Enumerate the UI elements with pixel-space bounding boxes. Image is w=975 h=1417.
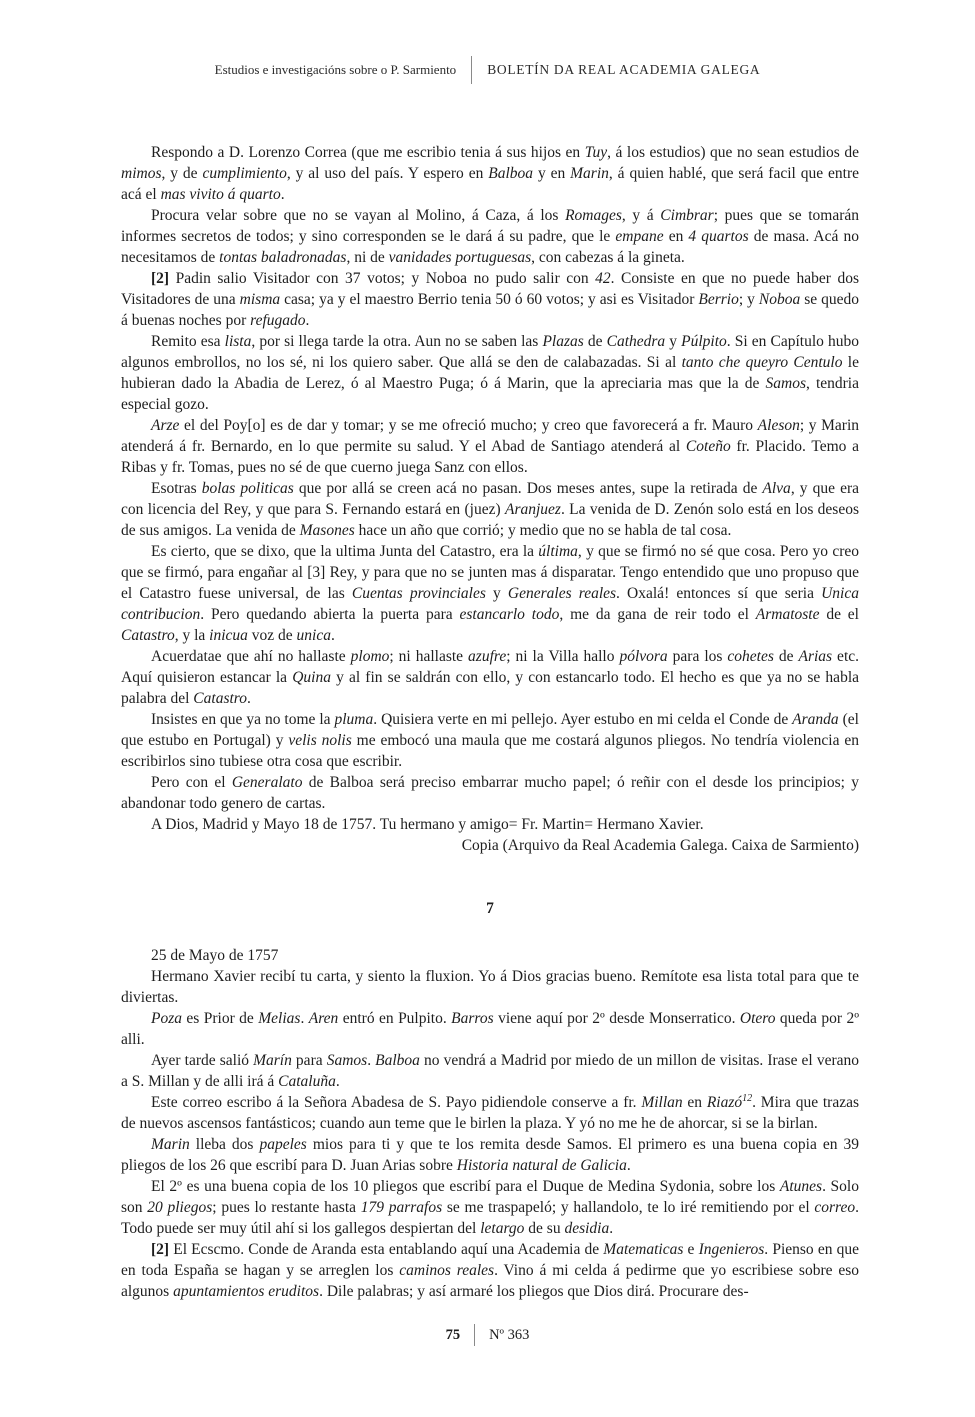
text-segment: Poza [151, 1010, 182, 1027]
text-segment: Masones [299, 522, 355, 539]
text-segment: Pero con el [151, 774, 232, 791]
text-segment: . Oxalá! entonces sí que seria [616, 585, 822, 602]
text-segment: 4 quartos [688, 228, 749, 245]
text-segment: [2] [151, 270, 170, 287]
text-segment: , y que era con licencia del Rey, y que para S. Fernando estará en (juez) [121, 480, 859, 518]
text-segment: de Balboa será preciso embarrar mucho papel; ó reñir con el desde los principios; y abandonar todo genero de cartas. [121, 774, 859, 812]
text-segment: , ni de [346, 249, 389, 266]
text-segment: . Quisiera verte en mi pellejo. Ayer estubo en mi celda el Conde de [373, 711, 793, 728]
text-segment: , á los estudios) que no sean estudios de [607, 144, 859, 161]
text-segment: . Pero quedando abierta la puerta para [200, 606, 460, 623]
text-segment: [2] [151, 1241, 170, 1258]
text-segment: correo [814, 1199, 856, 1216]
text-segment: Melias [258, 1010, 301, 1027]
text-segment: Púlpito [681, 333, 727, 350]
section-number-heading [121, 898, 859, 919]
text-segment: . [367, 1052, 376, 1069]
text-segment: Padin salio Visitador con 37 votos; y Noboa no pudo salir con [169, 270, 596, 287]
text-segment: . Mira que trazas de nuevos ascensos fantásticos; cuando aun teme que le birlen la plaza. Y yó no me he de ahorcar, si se la birlan. [121, 1094, 859, 1132]
text-segment: . [280, 186, 285, 203]
text-segment: Este correo escribo á la Señora Abadesa de S. Payo pidiendole conserve a fr. [151, 1094, 642, 1111]
text-segment: Aren [308, 1010, 339, 1027]
text-segment: lista [224, 333, 252, 350]
letter-text [121, 142, 859, 1302]
text-segment: me embocó una maula que me costará algunos pliegos. No tendría violencia en escribirlos sino tubiese otra cosa que escribir. [121, 732, 859, 770]
text-segment: Cimbrar [660, 207, 714, 224]
text-segment: Balboa [375, 1052, 420, 1069]
text-segment: Arias [798, 648, 833, 665]
text-segment: . Solo son [121, 1178, 859, 1216]
paragraph [121, 772, 859, 814]
text-segment: Marin [570, 165, 609, 182]
text-segment: letargo [480, 1220, 525, 1237]
text-segment: 25 de Mayo de 1757 [151, 947, 279, 964]
text-segment: Millan [641, 1094, 683, 1111]
text-segment: Procura velar sobre que no se vayan al Molino, á Caza, á los [151, 207, 566, 224]
text-segment: casa; ya y el maestro Berrio tenia 50 ó 60 votos; y asi es Visitador [280, 291, 699, 308]
text-segment: tontas baladronadas [219, 249, 347, 266]
text-segment: . Todo puede ser muy útil ahí si los gallegos despiertan del [121, 1199, 859, 1237]
paragraph [121, 709, 859, 772]
paragraph [121, 646, 859, 709]
text-segment: Acuerdatae que ahí no hallaste [151, 648, 351, 665]
text-segment: estancarlo todo [459, 606, 560, 623]
text-segment: Balboa [488, 165, 534, 182]
header-divider [471, 56, 472, 84]
text-segment: Insistes en que ya no tome la [151, 711, 335, 728]
text-segment: para [291, 1052, 327, 1069]
text-segment: Historia natural de Galicia [456, 1157, 627, 1174]
text-segment: Berrio [698, 291, 739, 308]
paragraph [121, 966, 859, 1008]
footer-divider [474, 1324, 475, 1346]
paragraph [121, 1239, 859, 1302]
text-segment: para los [667, 648, 728, 665]
text-segment: y [665, 333, 682, 350]
paragraph [121, 268, 859, 331]
paragraph [121, 478, 859, 541]
running-title-right: BOLETÍN DA REAL ACADEMIA GALEGA [487, 62, 761, 77]
text-segment: y [485, 585, 508, 602]
text-segment: e [683, 1241, 699, 1258]
text-segment: 42 [595, 270, 611, 287]
text-segment: 7 [486, 900, 494, 917]
text-segment: misma [239, 291, 281, 308]
text-segment: Armatoste [755, 606, 820, 623]
text-segment: pólvora [619, 648, 668, 665]
text-segment: Samos [765, 375, 806, 392]
text-segment: y al fin se saldrán con ello, y con estancarlo todo. El hecho es que ya no se habla palabra del [121, 669, 860, 707]
text-segment: ; pues lo restante hasta [212, 1199, 361, 1216]
paragraph [121, 835, 859, 856]
text-segment: Marín [253, 1052, 292, 1069]
paragraph [121, 331, 859, 415]
text-segment: . Dile palabras; y así armaré los pliegos que Dios dirá. Procurare des- [319, 1283, 749, 1300]
text-segment: plomo [350, 648, 390, 665]
text-segment: de [583, 333, 607, 350]
text-segment: 179 parrafos [360, 1199, 443, 1216]
paragraph [121, 945, 859, 966]
paragraph [121, 1092, 859, 1134]
text-segment: . Si en Capítulo hubo algunos embrollos, no los sé, ni los quiero saber. Que allá se den de calabazadas. Si al [121, 333, 859, 371]
page-footer [0, 1324, 975, 1346]
text-segment: Generalato [231, 774, 303, 791]
text-segment: . Pienso en que en toda España se hagan y se arreglen los [121, 1241, 859, 1279]
text-segment: velis nolis [288, 732, 352, 749]
text-segment: Respondo a D. Lorenzo Correa (que me escribio tenia á sus hijos en [151, 144, 585, 161]
text-segment: Romages [565, 207, 622, 224]
text-segment: , con cabezas á la gineta. [531, 249, 685, 266]
text-segment: , y al uso del país. Y espero en [286, 165, 489, 182]
text-segment: Matematicas [603, 1241, 684, 1258]
text-segment: unica [296, 627, 331, 644]
page-header [0, 56, 975, 84]
text-segment: ; y Marin atenderá á fr. Bernardo, en lo que permite su salud. Y el Abad de Santiago atenderá al [121, 417, 860, 455]
text-segment: Tuy [584, 144, 608, 161]
text-segment: Plazas [542, 333, 584, 350]
text-segment: Aranda [792, 711, 839, 728]
text-segment: Marin [151, 1136, 190, 1153]
text-segment: lleba dos [189, 1136, 260, 1153]
text-segment: Cuentas provinciales [351, 585, 486, 602]
text-segment: Unica contribucion [121, 585, 859, 623]
running-title-left: Estudios e investigacións sobre o P. Sarmiento [214, 62, 457, 77]
text-segment: . Vino á mi celda á pedirme que yo escribiese sobre eso algunos [121, 1262, 860, 1300]
text-segment: bolas politicas [201, 480, 294, 497]
text-segment: ; ni la Villa hallo [506, 648, 620, 665]
text-segment: ; y [738, 291, 759, 308]
text-segment: tanto che queyro Centulo [681, 354, 843, 371]
paragraph [121, 1176, 859, 1239]
text-segment: cumplimiento [202, 165, 287, 182]
text-segment: Cataluña [278, 1073, 336, 1090]
text-segment: pluma [334, 711, 374, 728]
text-segment: se me traspapeló; y hallandolo, te lo iré remitiendo por el [442, 1199, 815, 1216]
text-segment: de masa. Acá no necesitamos de [121, 228, 859, 266]
text-segment: empane [615, 228, 664, 245]
text-segment: azufre [468, 648, 507, 665]
text-segment: Coteño [685, 438, 731, 455]
text-segment: ; pues que se tomarán informes secretos de todos; y sino corresponden se le dará á su padre, que le [121, 207, 859, 245]
text-segment: . [335, 1073, 340, 1090]
text-segment: , y que se firmó no sé que cosa. Pero yo creo que se firmó, para engañar al [3] Rey, y para que no se junten mas á disparatar. Tengo entendido que uno propuso que el Catastro fuese universal, de las [121, 543, 859, 602]
text-segment: Arze [151, 417, 180, 434]
text-segment: es Prior de [182, 1010, 259, 1027]
text-segment: cohetes [727, 648, 774, 665]
paragraph [121, 1134, 859, 1176]
text-segment: (el que estubo en Portugal) y [121, 711, 859, 749]
text-segment: . [305, 312, 310, 329]
text-segment: A Dios, Madrid y Mayo 18 de 1757. Tu hermano y amigo= Fr. Martin= Hermano Xavier. [151, 816, 704, 833]
text-segment: Esotras [151, 480, 202, 497]
text-segment: Riazó [706, 1094, 743, 1111]
text-segment: Samos [326, 1052, 368, 1069]
text-segment: última [538, 543, 578, 560]
text-segment: de su [524, 1220, 565, 1237]
text-segment: caminos reales [399, 1262, 495, 1279]
paragraph [121, 205, 859, 268]
text-segment: Catastro [121, 627, 175, 644]
text-segment: El 2º es una buena copia de los 10 pliegos que escribí para el Duque de Medina Sydonia, sobre los [151, 1178, 780, 1195]
text-segment: mas vivito á quarto [160, 186, 281, 203]
text-segment: Catastro [193, 690, 247, 707]
text-segment: no vendrá a Madrid por miedo de un millon de visitas. Irase el verano a S. Millan y de alli irá á [121, 1052, 859, 1090]
text-segment: . [330, 627, 335, 644]
text-segment: Quina [292, 669, 331, 686]
text-segment: Noboa [758, 291, 801, 308]
text-segment: ; ni hallaste [389, 648, 469, 665]
text-segment: Aleson [757, 417, 800, 434]
paragraph [121, 415, 859, 478]
text-segment: El Ecscmo. Conde de Aranda esta entablando aquí una Academia de [169, 1241, 604, 1258]
text-segment: viene aquí por 2º desde Monserratico. [493, 1010, 740, 1027]
issue-number: Nº 363 [489, 1326, 530, 1343]
text-segment: . [626, 1157, 631, 1174]
text-segment: que por allá se creen acá no pasan. Dos meses antes, supe la retirada de [293, 480, 763, 497]
text-segment: inicua [209, 627, 248, 644]
text-segment: en [663, 228, 689, 245]
text-segment: se quedo á buenas noches por [121, 291, 859, 329]
text-segment: voz de [247, 627, 297, 644]
text-segment: , me da gana de reir todo el [559, 606, 756, 623]
footnote-marker: 12 [742, 1092, 753, 1104]
text-segment: Atunes [779, 1178, 823, 1195]
paragraph [121, 1050, 859, 1092]
text-segment: Aranjuez [504, 501, 561, 518]
text-segment: , y la [174, 627, 210, 644]
text-segment: Ayer tarde salió [151, 1052, 254, 1069]
text-segment: fr. Placido. Temo a Ribas y fr. Tomas, pues no sé de que cuerno juega Sanz con ellos. [121, 438, 859, 476]
text-segment: . La venida de D. Zenón solo está en los deseos de sus amigos. La venida de [121, 501, 860, 539]
paragraph [121, 541, 859, 646]
text-segment: Es cierto, que se dixo, que la ultima Junta del Catastro, era la [151, 543, 539, 560]
text-segment: , y á [621, 207, 661, 224]
text-segment: refugado [250, 312, 306, 329]
text-segment: apuntamientos eruditos [173, 1283, 320, 1300]
text-segment: Ingenieros [698, 1241, 765, 1258]
text-segment: Alva [762, 480, 791, 497]
text-segment: . Consiste en que no puede haber dos Visitadores de una [121, 270, 859, 308]
text-segment: . [609, 1220, 614, 1237]
text-segment: , tendria especial gozo. [121, 375, 859, 413]
paragraph [121, 142, 859, 205]
text-segment: desidia [564, 1220, 610, 1237]
text-segment: de el [819, 606, 859, 623]
text-segment: etc. Aquí quisieron estancar la [121, 648, 860, 686]
text-segment: Generales reales [507, 585, 617, 602]
text-segment: . [300, 1010, 309, 1027]
paragraph [121, 814, 859, 835]
text-segment: queda por 2º alli. [121, 1010, 859, 1048]
text-segment: papeles [259, 1136, 307, 1153]
text-segment: mios para ti y que te los remita desde Samos. El primero es una buena copia en 39 pliegos de los 26 que escribí para D. Juan Arias sobre [121, 1136, 860, 1174]
text-segment: hace un año que corrió; y medio que no se habla de tal cosa. [354, 522, 732, 539]
text-segment: vanidades portuguesas [388, 249, 532, 266]
text-segment: en [682, 1094, 707, 1111]
text-segment: , á quien hablé, que será facil que entre acá el [121, 165, 859, 203]
text-segment: y en [533, 165, 571, 182]
text-segment: entró en Pulpito. [338, 1010, 452, 1027]
text-segment: , por si llega tarde la otra. Aun no se saben las [251, 333, 543, 350]
text-segment: Copia (Arquivo da Real Academia Galega. Caixa de Sarmiento) [461, 837, 859, 854]
paragraph [121, 1008, 859, 1050]
text-segment: mimos [121, 165, 162, 182]
text-segment: . [247, 690, 251, 707]
text-segment: Hermano Xavier recibí tu carta, y siento la fluxion. Yo á Dios gracias bueno. Remítote esa lista total para que te diviertas. [121, 968, 859, 1006]
text-segment: Otero [739, 1010, 776, 1027]
text-segment: Barros [451, 1010, 494, 1027]
text-segment: el del Poy[o] es de dar y tomar; y se me ofreció mucho; y creo que favorecerá a fr. Mauro [179, 417, 758, 434]
text-segment: , y de [161, 165, 203, 182]
text-segment: de [773, 648, 799, 665]
text-segment: 20 pliegos [147, 1199, 213, 1216]
text-segment: Cathedra [606, 333, 666, 350]
page-number: 75 [445, 1326, 461, 1343]
text-segment: Remito esa [151, 333, 225, 350]
text-segment: le hubieran dado la Abadia de Lerez, ó al Maestro Puga; ó á Marin, que la apreciaria mas que la de [121, 354, 859, 392]
